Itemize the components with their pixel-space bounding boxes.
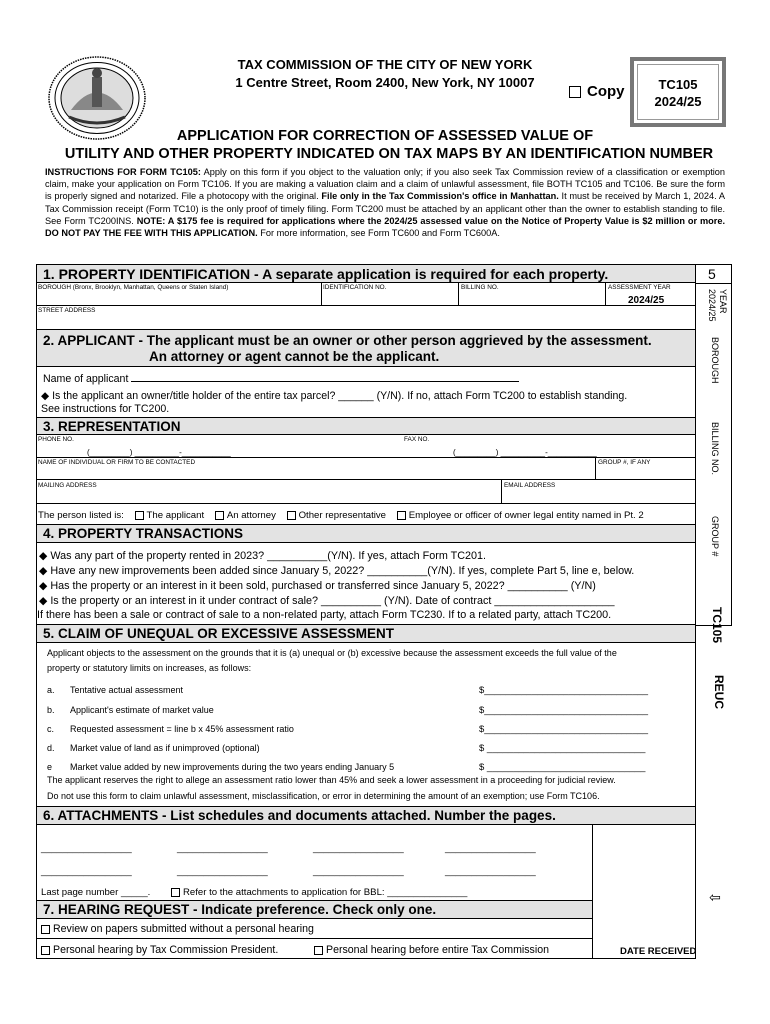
side-borough: BOROUGH (710, 337, 720, 384)
side-five: 5 (708, 266, 716, 282)
attachment-line-7[interactable]: _________________ (313, 866, 404, 877)
line-c-label: Requested assessment = line b x 45% assessment ratio (70, 724, 294, 734)
claim-note-1: The applicant reserves the right to allege an assessment ratio lower than 45% and seek a lower assessment in a proceeding for judicial review. (47, 775, 616, 785)
billing-label: BILLING NO. (461, 284, 499, 291)
rented-question: ◆ Was any part of the property rented in 2023? __________(Y/N). If yes, attach Form TC201. (39, 550, 487, 562)
assessment-year-value: 2024/25 (628, 295, 665, 306)
copy-checkbox[interactable] (569, 86, 581, 98)
sold-question: ◆ Has the property or an interest in it been sold, purchased or transferred since January 5, 2022? __________ (Y/N) (39, 580, 596, 592)
agency-address: 1 Centre Street, Room 2400, New York, NY 10007 (235, 75, 535, 90)
section1-title: 1. PROPERTY IDENTIFICATION - A separate application is required for each property. (37, 265, 695, 283)
side-tc105: TC105 (710, 607, 724, 644)
line-e-amount[interactable]: $ ______________________________ (479, 762, 646, 773)
office-use-column (696, 264, 732, 644)
group-label: GROUP #, IF ANY (598, 459, 651, 466)
line-a-amount[interactable]: $_______________________________ (479, 685, 649, 696)
id-label: IDENTIFICATION NO. (323, 284, 387, 291)
form-year: 2024/25 (654, 94, 702, 109)
contact-name-label: NAME OF INDIVIDUAL OR FIRM TO BE CONTACTED (38, 459, 196, 466)
attachment-line-8[interactable]: _________________ (445, 866, 536, 877)
opt-other-checkbox[interactable] (287, 511, 296, 520)
form-title-line2: UTILITY AND OTHER PROPERTY INDICATED ON TAX MAPS BY AN IDENTIFICATION NUMBER (64, 146, 714, 162)
line-c-amount[interactable]: $_______________________________ (479, 724, 649, 735)
agency-name: TAX COMMISSION OF THE CITY OF NEW YORK (237, 57, 533, 72)
arrow-left-icon: ⇦ (709, 889, 721, 905)
hearing-opt-president[interactable]: Personal hearing by Tax Commission President. (41, 944, 278, 956)
attachment-line-4[interactable]: _________________ (445, 843, 536, 854)
owner-question: ◆ Is the applicant an owner/title holder of the entire tax parcel? ______ (Y/N). If no, attach Form TC200 to establish standing. (41, 390, 628, 402)
form-id-box (630, 57, 726, 127)
borough-label: BOROUGH (Bronx, Brooklyn, Manhattan, Queens or Staten Island) (38, 284, 229, 291)
last-page-field[interactable]: Last page number _____. (41, 887, 151, 898)
contract-question: ◆ Is the property or an interest in it under contract of sale? __________ (Y/N). Date of contract ____________________ (39, 595, 615, 607)
hearing-president-checkbox[interactable] (41, 946, 50, 955)
line-d-label: Market value of land as if unimproved (optional) (70, 743, 260, 753)
section7-title: 7. HEARING REQUEST - Indicate preference. Check only one. (37, 900, 593, 919)
side-year-value: 2024/25 (707, 289, 717, 322)
side-billing: BILLING NO. (710, 422, 720, 476)
copy-option[interactable] (569, 83, 625, 100)
attachment-line-2[interactable]: _________________ (177, 843, 268, 854)
attachment-line-1[interactable]: _________________ (41, 843, 132, 854)
hearing-commission-checkbox[interactable] (314, 946, 323, 955)
fax-field[interactable]: (_________) __________-___________ (453, 448, 597, 457)
owner-question-note: See instructions for TC200. (41, 403, 170, 415)
hearing-opt-commission[interactable]: Personal hearing before entire Tax Commission (314, 944, 549, 956)
section5-title: 5. CLAIM OF UNEQUAL OR EXCESSIVE ASSESSMENT (37, 624, 695, 643)
attachment-line-3[interactable]: _________________ (313, 843, 404, 854)
form-title-line1: APPLICATION FOR CORRECTION OF ASSESSED VALUE OF (176, 128, 594, 144)
line-a-label: Tentative actual assessment (70, 685, 184, 695)
side-group: GROUP # (710, 516, 720, 557)
line-c-letter: c. (47, 724, 55, 734)
sale-note: If there has been a sale or contract of sale to a non-related party, attach Form TC230. If to a related party, attach TC200. (37, 609, 612, 621)
section4-title: 4. PROPERTY TRANSACTIONS (37, 524, 695, 543)
attachment-line-5[interactable]: _________________ (41, 866, 132, 877)
form-code: TC105 (658, 77, 698, 92)
line-e-label: Market value added by new improvements during the two years ending January 5 (70, 762, 395, 772)
copy-label: Copy (587, 83, 625, 100)
instructions: INSTRUCTIONS FOR FORM TC105: Apply on this form if you object to the valuation only; if you also seek Tax Commission review of a classification or exemption claim, make your application on Form TC106. If you are making a valuation claim and a claim of unlawful assessment, file BOTH TC105 and TC106. Be sure the form is properly signed and notarized. File a photocopy with the original. File only in the Tax Commission's office in Manhattan. It must be received by March 1, 2024. A Tax Commission receipt (Form TC10) is the only proof of timely filing. Form TC200 must be attached by an applicant other than the owner to establish standing to file. See Form TC200INS. NOTE: A $175 fee is required for applications where the 2024/25 assessed value on the Notice of Property Value is $2 million or more. DO NOT PAY THE FEE WITH THIS APPLICATION. For more information, see Form TC600 and Form TC600A. (45, 167, 726, 239)
line-d-letter: d. (47, 743, 55, 753)
phone-field[interactable]: (_________) __________-___________ (87, 448, 231, 457)
street-label: STREET ADDRESS (38, 307, 96, 314)
line-b-letter: b. (47, 705, 55, 715)
applicant-name-field[interactable]: Name of applicant (43, 371, 519, 385)
line-b-label: Applicant's estimate of market value (70, 705, 214, 715)
line-a-letter: a. (47, 685, 55, 695)
phone-label: PHONE NO. (38, 436, 74, 443)
hearing-papers-checkbox[interactable] (41, 925, 50, 934)
opt-attorney-checkbox[interactable] (215, 511, 224, 520)
improvements-question: ◆ Have any new improvements been added since January 5, 2022? __________(Y/N). If yes, complete Part 5, line e, below. (39, 565, 635, 577)
section2-title: 2. APPLICANT - The applicant must be an owner or other person aggrieved by the assessment. An attorney or agent cannot be the applicant. (37, 329, 695, 367)
claim-note-2: Do not use this form to claim unlawful assessment, misclassification, or error in determining the amount of an exemption; use Form TC106. (47, 791, 600, 801)
email-label: EMAIL ADDRESS (504, 482, 556, 489)
claim-intro-2: property or statutory limits on increases, as follows: (47, 663, 252, 673)
attachment-line-6[interactable]: _________________ (177, 866, 268, 877)
claim-intro-1: Applicant objects to the assessment on the grounds that it is (a) unequal or (b) excessive because the assessment exceeds the full value of the (47, 648, 617, 658)
assessment-year-label: ASSESSMENT YEAR (608, 284, 671, 291)
hearing-opt-papers[interactable]: Review on papers submitted without a personal hearing (41, 923, 314, 935)
section3-title: 3. REPRESENTATION (37, 417, 695, 435)
line-b-amount[interactable]: $_______________________________ (479, 705, 649, 716)
opt-applicant-checkbox[interactable] (135, 511, 144, 520)
opt-employee-checkbox[interactable] (397, 511, 406, 520)
refer-attachments[interactable]: Refer to the attachments to application for BBL: _______________ (171, 887, 467, 898)
mailing-label: MAILING ADDRESS (38, 482, 97, 489)
side-year: YEAR (718, 289, 728, 314)
section6-title: 6. ATTACHMENTS - List schedules and documents attached. Number the pages. (37, 806, 695, 825)
fax-label: FAX NO. (404, 436, 430, 443)
side-reuc: REUC (712, 675, 726, 710)
refer-checkbox[interactable] (171, 888, 180, 897)
line-d-amount[interactable]: $ ______________________________ (479, 743, 646, 754)
person-listed-options: The person listed is: The applicant An attorney Other representative Employee or officer of owner legal entity named in Pt. 2 (38, 510, 644, 521)
date-received-label: DATE RECEIVED (620, 946, 697, 957)
line-e-letter: e (47, 762, 53, 772)
